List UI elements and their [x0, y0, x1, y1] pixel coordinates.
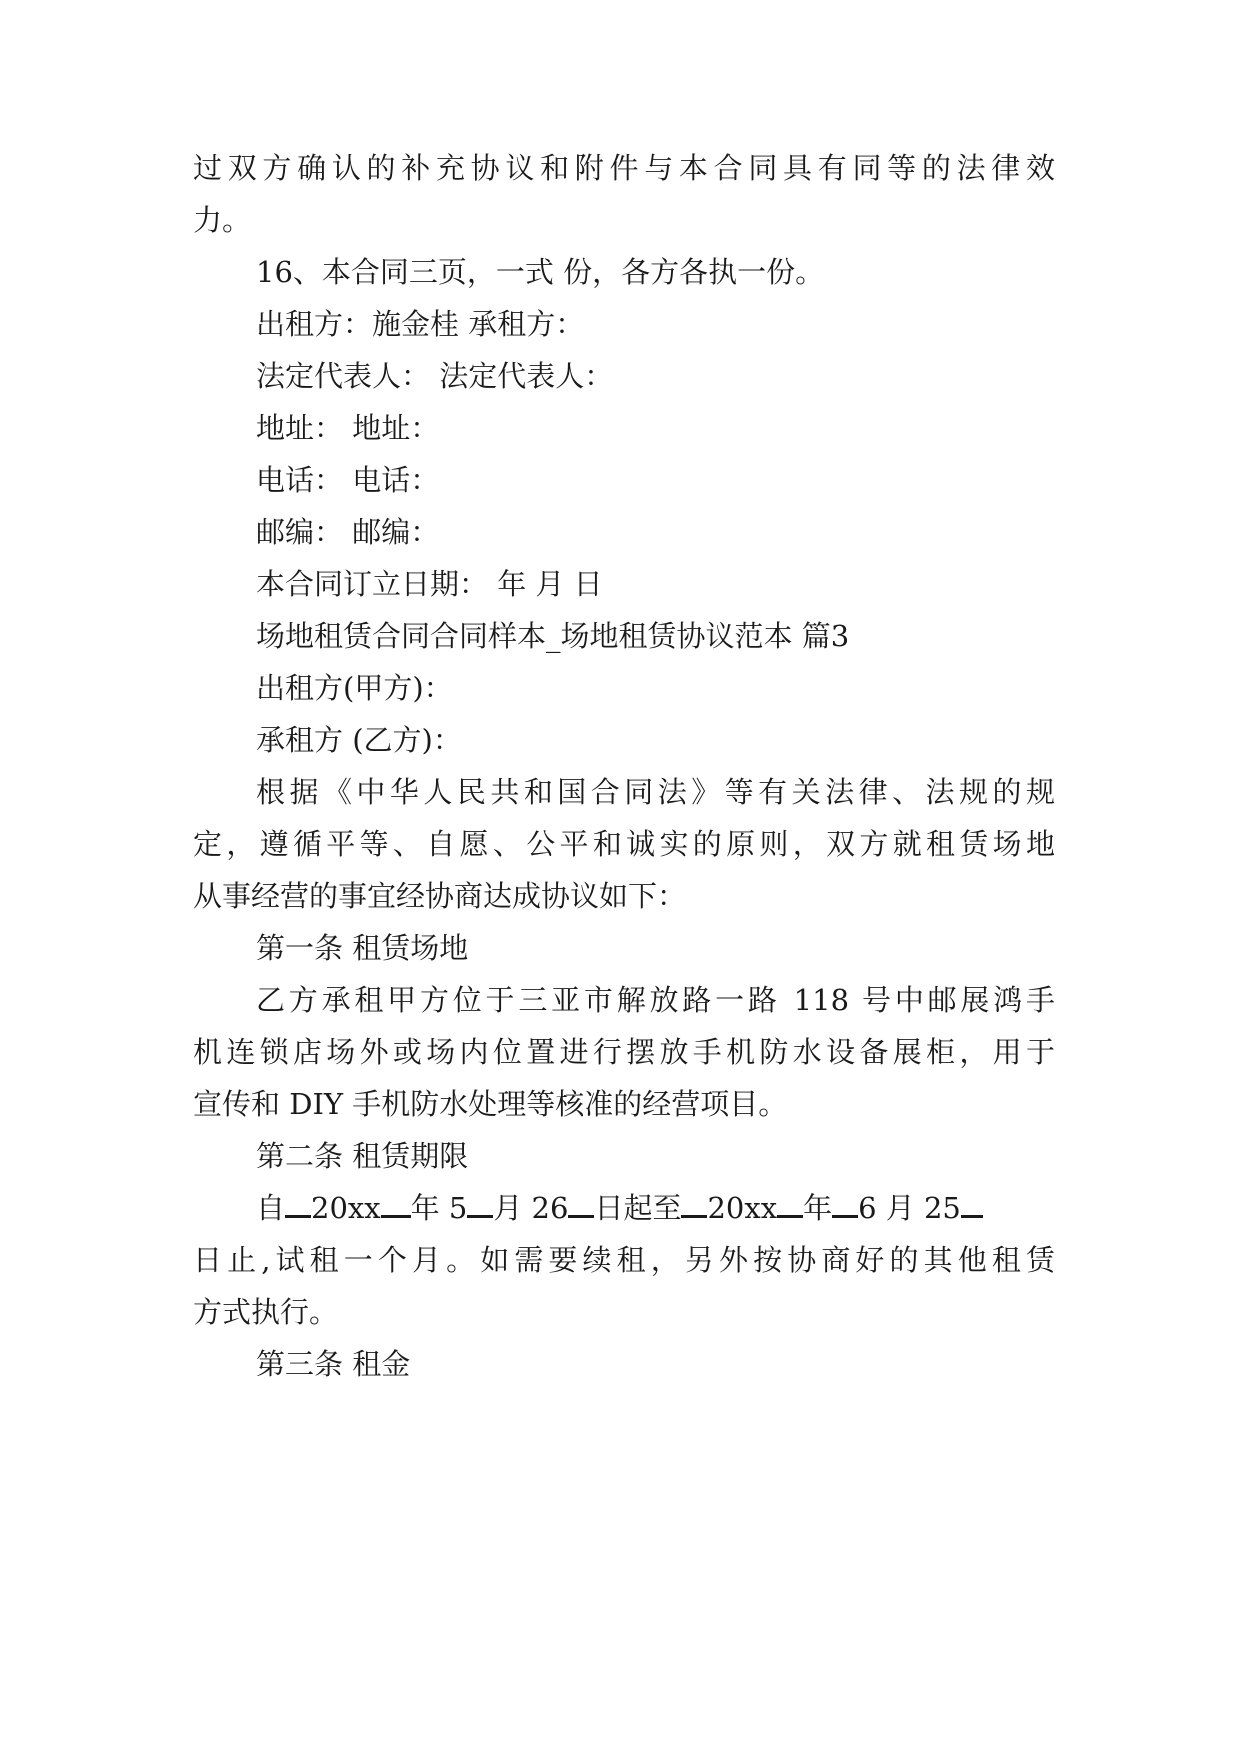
party-b-line: 承租方 (乙方)： [256, 723, 462, 757]
article-2-heading: 第二条 租赁期限 [256, 1139, 469, 1173]
term-text: 20xx [311, 1191, 381, 1225]
lessor-lessee-line: 出租方：施金桂 承租方： [256, 307, 585, 341]
postcode-line: 邮编： 邮编： [256, 515, 440, 549]
blank-underline [832, 1189, 858, 1218]
paragraph-line: 方式执行。 [193, 1295, 339, 1329]
lease-term-line [256, 1188, 1055, 1228]
blank-underline [568, 1189, 594, 1218]
term-text: 20xx [707, 1191, 778, 1225]
paragraph-line: 从事经营的事宜经协商达成协议如下： [193, 879, 687, 913]
term-text: 自 [256, 1191, 286, 1225]
paragraph-line: 根据《中华人民共和国合同法》等有关法律、法规的规 [256, 775, 1055, 809]
legal-representative-line: 法定代表人： 法定代表人： [256, 359, 614, 393]
party-a-line: 出租方(甲方)： [256, 671, 453, 705]
address-line: 地址： 地址： [256, 411, 440, 445]
term-text: 6 月 25 [858, 1191, 961, 1225]
term-text: 日起至 [594, 1191, 682, 1225]
article-3-heading: 第三条 租金 [256, 1347, 411, 1381]
term-text: 年 5 [410, 1191, 468, 1225]
phone-line: 电话： 电话： [256, 463, 440, 497]
clause-16: 16、本合同三页，一式 份，各方各执一份。 [256, 255, 825, 289]
blank-underline [681, 1189, 707, 1218]
signing-date-line: 本合同订立日期： 年 月 日 [256, 567, 603, 601]
term-text: 年 [803, 1191, 833, 1225]
paragraph-line: 宣传和 DIY 手机防水处理等核准的经营项目。 [193, 1087, 788, 1121]
blank-underline [381, 1189, 411, 1218]
blank-underline [961, 1189, 983, 1218]
paragraph-line: 过双方确认的补充协议和附件与本合同具有同等的法律效 [193, 151, 1055, 185]
paragraph-line: 乙方承租甲方位于三亚市解放路一路 118 号中邮展鸿手 [256, 983, 1055, 1017]
blank-underline [285, 1189, 311, 1218]
term-text: 月 26 [493, 1191, 569, 1225]
paragraph-line: 机连锁店场外或场内位置进行摆放手机防水设备展柜，用于 [193, 1035, 1055, 1069]
paragraph-line: 定，遵循平等、自愿、公平和诚实的原则，双方就租赁场地 [193, 827, 1055, 861]
article-1-heading: 第一条 租赁场地 [256, 931, 469, 965]
paragraph-line: 日止,试租一个月。如需要续租，另外按协商好的其他租赁 [193, 1243, 1055, 1277]
blank-underline [777, 1189, 803, 1218]
section-title: 场地租赁合同合同样本_场地租赁协议范本 篇3 [256, 619, 850, 653]
blank-underline [467, 1189, 493, 1218]
paragraph-line: 力。 [193, 203, 252, 237]
